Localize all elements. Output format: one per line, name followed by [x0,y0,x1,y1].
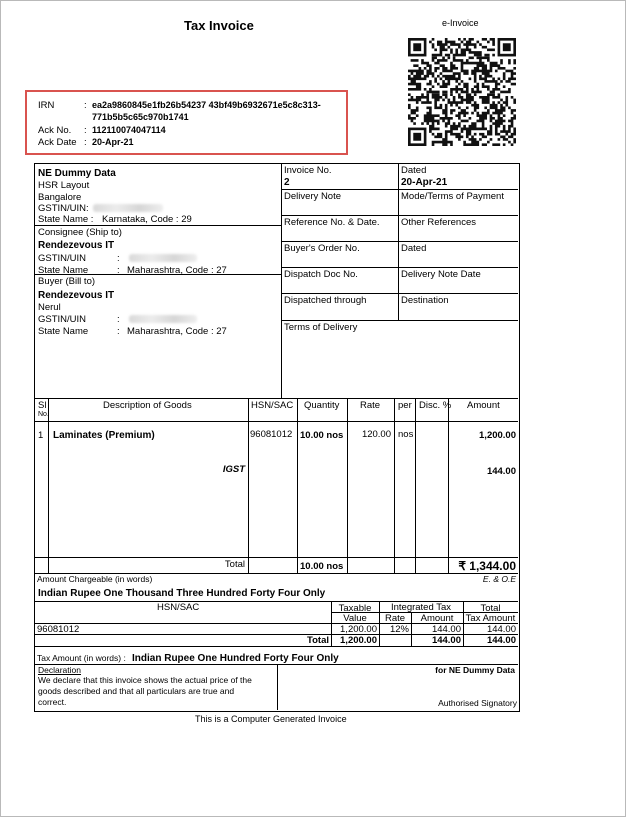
tax-row-hsn: 96081012 [37,624,80,635]
consignee-state-label: State Name [38,265,89,276]
delivery-note-date-label: Delivery Note Date [401,269,481,280]
other-references-label: Other References [401,217,476,228]
tax-row-total: 144.00 [486,624,516,635]
col-description-header: Description of Goods [103,400,192,411]
destination-label: Destination [401,295,449,306]
col-sl-header: Sl [38,400,47,411]
buyer-city: Nerul [38,302,61,313]
ack-no-colon: : [84,125,87,136]
col-quantity-header: Quantity [304,400,340,411]
consignee-heading: Consignee (Ship to) [38,227,122,238]
col-no-header: No. [38,411,49,418]
dispatched-through-label: Dispatched through [284,295,367,306]
items-total-label: Total [224,559,245,570]
tax-words-label: Tax Amount (in words) : [37,653,126,663]
item-per: nos [398,429,414,440]
tax-total-label: Total [307,635,329,646]
irn-value-line1: ea2a9860845e1fb26b54237 43bf49b6932671e5c8c313- [92,100,321,110]
page-title: Tax Invoice [184,18,254,33]
declaration-line1: We declare that this invoice shows the actual price of the [38,675,252,685]
tax-col-amount-header: Amount [420,613,454,624]
invoice-no-label: Invoice No. [284,165,332,176]
consignee-state-value: Maharashtra, Code : 27 [127,265,227,276]
item-quantity: 10.00 nos [300,430,344,441]
buyers-order-label: Buyer's Order No. [284,243,360,254]
ack-date-colon: : [84,137,87,148]
buyer-gstin-label: GSTIN/UIN [38,314,87,325]
consignee-gstin-redacted [129,254,197,262]
col-disc-header: Disc. % [419,400,452,411]
item-rate: 120.00 [361,429,391,440]
igst-amount: 144.00 [486,466,516,477]
igst-label: IGST [222,464,245,475]
items-total-amount: ₹ 1,344.00 [458,559,516,573]
declaration-heading: Declaration [38,665,81,675]
tax-row-taxable: 1,200.00 [340,624,377,635]
authorised-signatory: Authorised Signatory [438,698,517,708]
seller-name: NE Dummy Data [38,168,116,179]
tax-col-rate-header: Rate [384,613,406,624]
ack-no-label: Ack No. [38,125,72,136]
tax-col-integrated-header: Integrated Tax [390,602,452,613]
dated-label: Dated [401,165,427,176]
buyer-heading: Buyer (Bill to) [38,276,96,287]
items-total-quantity: 10.00 nos [300,561,344,572]
dispatch-doc-label: Dispatch Doc No. [284,269,358,280]
col-amount-header: Amount [467,400,500,411]
buyer-gstin-redacted [129,315,197,323]
signature-for-label: for NE Dummy Data [435,665,515,675]
tax-col-hsn-header: HSN/SAC [157,602,200,613]
seller-address1: HSR Layout [38,180,90,191]
tax-col-taxable-header1: Taxable [338,603,372,614]
tax-row-rate: 12% [389,624,409,635]
consignee-name: Rendezevous IT [38,240,115,251]
dated-value: 20-Apr-21 [401,177,448,188]
delivery-note-label: Delivery Note [284,191,342,202]
consignee-gstin-label: GSTIN/UIN [38,253,87,264]
amount-words-label: Amount Chargeable (in words) [37,574,153,584]
tax-col-taxable-header2: Value [343,613,367,624]
tax-row-amount: 144.00 [431,624,461,635]
irn-colon: : [84,100,87,111]
seller-state-value: Karnataka, Code : 29 [102,214,192,225]
tax-words-value: Indian Rupee One Hundred Forty Four Only [132,653,339,664]
invoice-no-value: 2 [284,177,290,188]
buyer-state-value: Maharashtra, Code : 27 [127,326,227,337]
ack-no-value: 112110074047114 [92,125,166,135]
ack-date-value: 20-Apr-21 [92,137,134,147]
seller-state-label: State Name : [38,214,94,225]
buyer-state-label: State Name [38,326,89,337]
ack-date-label: Ack Date [38,137,77,148]
tax-total-amount: 144.00 [431,635,461,646]
buyer-name: Rendezevous IT [38,290,115,301]
einvoice-label: e-Invoice [442,18,479,28]
qr-code-icon [408,38,516,146]
col-per-header: per [398,400,412,411]
buyer-state-colon: : [117,326,120,337]
item-sl: 1 [38,430,44,441]
consignee-gstin-colon: : [117,253,120,264]
buyer-gstin-colon: : [117,314,120,325]
declaration-line3: correct. [38,697,67,707]
declaration-line2: goods described and that all particulars are true and [38,686,235,696]
amount-words-value: Indian Rupee One Thousand Three Hundred Forty Four Only [38,588,326,599]
col-hsn-header: HSN/SAC [251,400,294,411]
seller-gstin-redacted [93,204,163,212]
item-hsn: 96081012 [250,429,293,440]
mode-terms-label: Mode/Terms of Payment [401,191,504,202]
eoe-label: E. & O.E [482,574,516,584]
item-amount: 1,200.00 [479,430,516,441]
footer-text: This is a Computer Generated Invoice [195,714,347,724]
item-description: Laminates (Premium) [53,430,155,441]
reference-no-label: Reference No. & Date. [284,217,380,228]
col-rate-header: Rate [360,400,381,411]
tax-total-tax: 144.00 [486,635,516,646]
seller-gstin-label: GSTIN/UIN: [38,203,89,214]
irn-value-line2: 771b5b5c65c970b1741 [92,112,189,122]
tax-col-total-header2: Tax Amount [465,613,516,624]
terms-of-delivery-label: Terms of Delivery [284,322,358,333]
irn-label: IRN [38,100,55,111]
consignee-state-colon: : [117,265,120,276]
tax-col-total-header1: Total [480,603,501,614]
tax-total-taxable: 1,200.00 [340,635,377,646]
order-dated-label: Dated [401,243,427,254]
seller-address2: Bangalore [38,192,82,203]
